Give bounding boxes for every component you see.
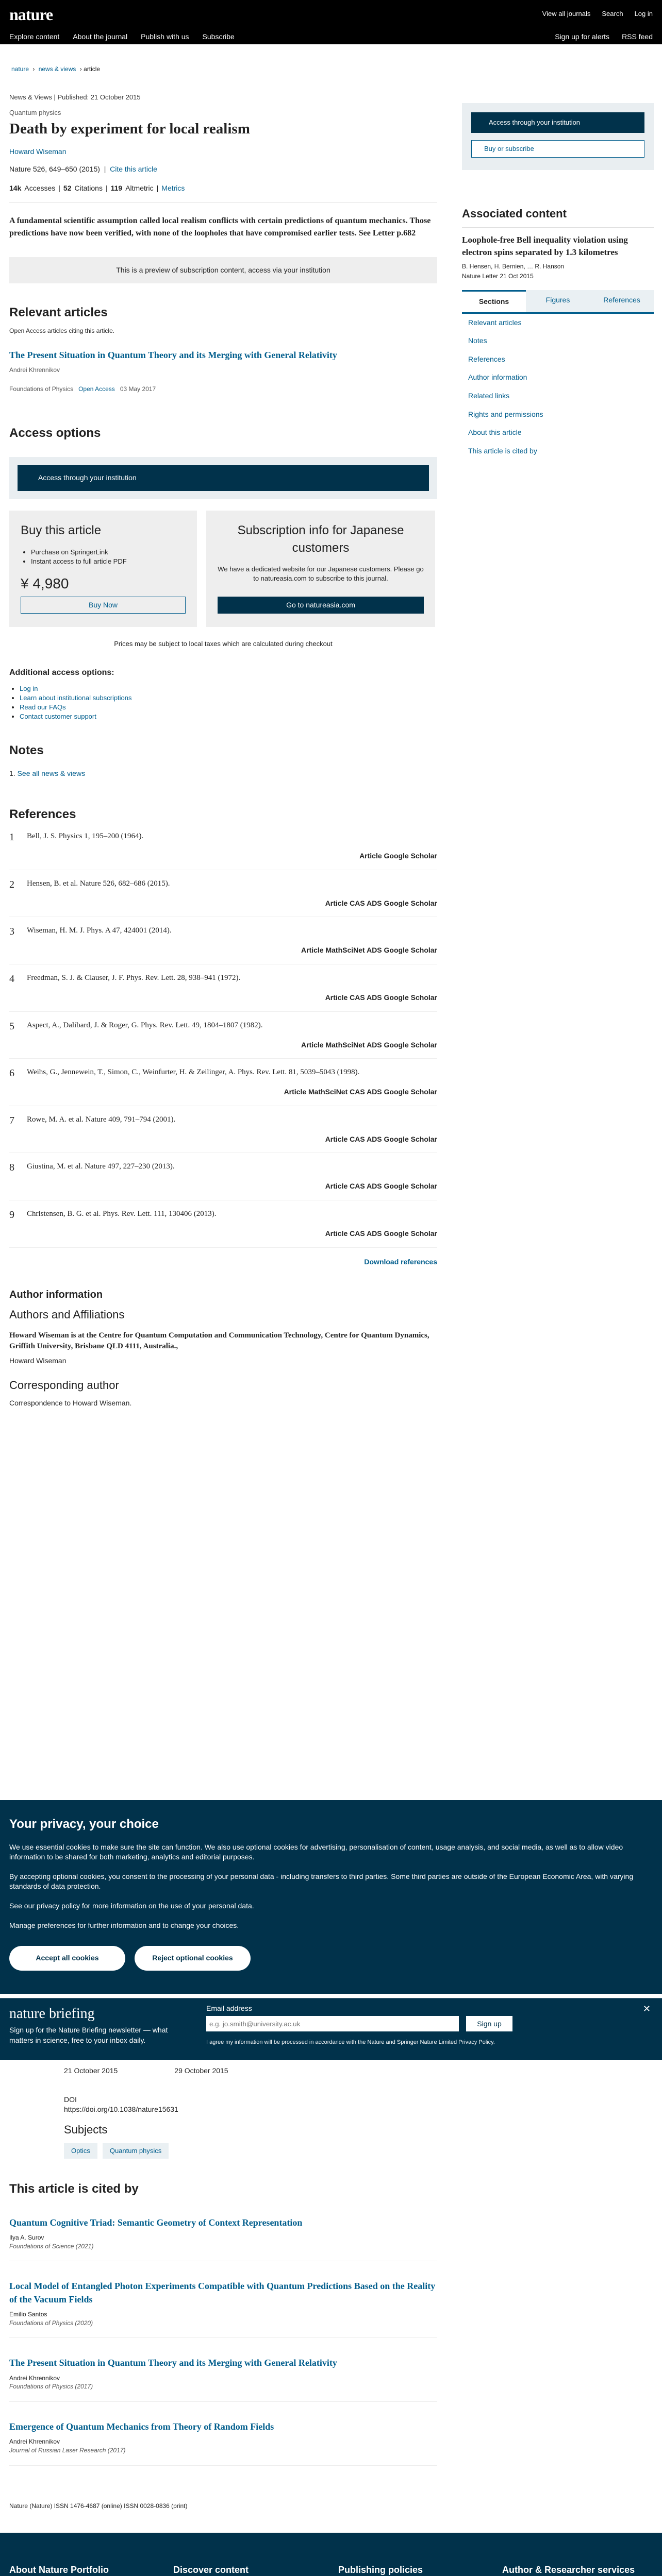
section-heading: This article is cited by (9, 2182, 139, 2196)
login-button[interactable]: Log in (634, 10, 653, 18)
reference-text: Christensen, B. G. et al. Phys. Rev. Lett. 111, 130406 (2013). (27, 1209, 217, 1218)
cited-title-link[interactable]: Emergence of Quantum Mechanics from Theory of Random Fields (9, 2421, 274, 2432)
publish-menu[interactable]: Publish with us (141, 32, 189, 41)
sidebar-institution-button[interactable]: Access through your institution (471, 112, 644, 133)
reference-links[interactable]: Article CAS ADS Google Scholar (325, 993, 437, 1002)
reference-links[interactable]: Article MathSciNet CAS ADS Google Scholar (284, 1088, 437, 1096)
cited-by (9, 2180, 437, 2466)
abstract: A fundamental scientific assumption called local realism conflicts with certain predictions of quantum mechanics. Those predictions have now been verified, with none of the loopholes that have compromised earlier tests. See Letter p.682 (9, 216, 431, 238)
tab-figures[interactable]: Figures (526, 290, 590, 312)
about-menu[interactable]: About the journal (73, 32, 128, 41)
metrics-link[interactable]: Metrics (161, 184, 185, 193)
reference-number: 8 (9, 1162, 14, 1174)
cookie-banner (0, 1800, 662, 1994)
list-item[interactable]: Learn about institutional subscriptions (20, 693, 132, 702)
section-heading: Notes (9, 743, 44, 758)
related-subtitle: Open Access articles citing this article. (9, 327, 115, 334)
reference-item (9, 1153, 437, 1200)
footer-heading: About Nature Portfolio (9, 2565, 109, 2575)
cited-title-link[interactable]: Local Model of Entangled Photon Experiments Compatible with Quantum Predictions Based on the Reality of the Vacuum Fields (9, 2281, 436, 2304)
related-article-link[interactable]: The Present Situation in Quantum Theory and its Merging with General Relativity (9, 349, 337, 360)
subjects-heading: Subjects (64, 2123, 108, 2136)
associated-article-link[interactable]: Loophole-free Bell inequality violation using electron spins separated by 1.3 kilometres (462, 234, 628, 257)
reference-text: Freedman, S. J. & Clauser, J. F. Phys. Rev. Lett. 28, 938–941 (1972). (27, 974, 241, 982)
toc-item[interactable]: References (468, 354, 505, 363)
toc-item[interactable]: This article is cited by (468, 446, 537, 455)
privacy-checkbox-label[interactable]: I agree my information will be processed in accordance with the Nature and Springer Nature Limited Privacy Policy. (206, 2039, 495, 2045)
tax-note: Prices may be subject to local taxes which are calculated during checkout (114, 640, 333, 648)
briefing-banner (0, 1998, 662, 2060)
cited-author: Andrei Khrennikov (9, 2374, 60, 2382)
footer-heading: Author & Researcher services (502, 2565, 635, 2575)
reference-item (9, 823, 437, 870)
article-type: News & Views (9, 93, 52, 101)
cited-item (9, 2280, 437, 2338)
briefing-logo: nature briefing (9, 2006, 95, 2022)
altmetric-label: Altmetric (125, 184, 154, 193)
sidebar (462, 103, 654, 460)
section-heading: Author information (9, 1289, 103, 1301)
reference-text: Wiseman, H. M. J. Phys. A 47, 424001 (2014). (27, 926, 172, 935)
reference-text: Aspect, A., Dalibard, J. & Roger, G. Phys. Rev. Lett. 49, 1804–1807 (1982). (27, 1021, 263, 1029)
buy-now-button[interactable]: Buy Now (21, 597, 186, 614)
related-journal: Foundations of Physics (9, 385, 74, 393)
toc-item[interactable]: Rights and permissions (468, 410, 543, 418)
reference-number: 9 (9, 1209, 14, 1221)
site-footer (0, 2533, 662, 2576)
explore-menu[interactable]: Explore content (9, 32, 60, 41)
tab-sections[interactable]: Sections (462, 290, 526, 312)
reference-number: 6 (9, 1067, 14, 1079)
site-header (0, 0, 662, 29)
reference-item (9, 1200, 437, 1248)
reference-links[interactable]: Article Google Scholar (359, 852, 437, 860)
list-item[interactable]: Log in (20, 684, 38, 692)
download-references-link[interactable]: Download references (364, 1257, 437, 1266)
subject-label: Quantum physics (9, 109, 61, 117)
signup-button[interactable]: Sign up (466, 2016, 512, 2031)
reference-number: 3 (9, 926, 14, 938)
cited-journal: Journal of Russian Laser Research (2017) (9, 2447, 126, 2454)
reference-item (9, 870, 437, 918)
natureasia-button[interactable]: Go to natureasia.com (218, 597, 424, 614)
author-link[interactable]: Howard Wiseman (9, 147, 67, 156)
toc-item[interactable]: Related links (468, 391, 510, 400)
reference-links[interactable]: Article CAS ADS Google Scholar (325, 1229, 437, 1238)
cited-item (9, 2357, 437, 2402)
list-item[interactable]: Read our FAQs (20, 703, 66, 711)
corresponding-heading: Corresponding author (9, 1378, 119, 1392)
section-heading: Access options (9, 426, 101, 440)
subscription-panel (206, 511, 435, 627)
toc-item[interactable]: About this article (468, 428, 522, 437)
footer-column (9, 2564, 154, 2576)
reference-number: 7 (9, 1114, 14, 1126)
cited-journal: Foundations of Physics (2020) (9, 2319, 93, 2327)
reference-text: Weihs, G., Jennewein, T., Simon, C., Weinfurter, H. & Zeilinger, A. Phys. Rev. Lett. 81, 5039–5043 (1998). (27, 1068, 360, 1077)
reference-text: Bell, J. S. Physics 1, 195–200 (1964). (27, 832, 144, 841)
subscribe-link[interactable]: Subscribe (202, 32, 235, 41)
toc-item[interactable]: Author information (468, 373, 527, 382)
about-article (64, 2066, 425, 2159)
cited-title-link[interactable]: Quantum Cognitive Triad: Semantic Geometry of Context Representation (9, 2217, 303, 2228)
correspondence-text[interactable]: Correspondence to Howard Wiseman. (9, 1399, 132, 1408)
open-access-badge: Open Access (78, 385, 115, 393)
sidebar-buy-button[interactable]: Buy or subscribe (471, 140, 644, 158)
tab-references[interactable]: References (590, 290, 654, 312)
notes-link[interactable]: See all news & views (17, 769, 86, 778)
list-item: • Instant access to full article PDF (31, 557, 186, 566)
issue-date: 29 October 2015 (174, 2066, 228, 2075)
reference-item (9, 917, 437, 964)
reference-number: 5 (9, 1020, 14, 1032)
cookie-title: Your privacy, your choice (9, 1817, 159, 1831)
subscription-text: We have a dedicated website for our Japanese customers. Please go to natureasia.com to subscribe to this journal. (218, 565, 424, 583)
received-date: 21 October 2015 (64, 2066, 118, 2075)
associated-heading: Associated content (462, 207, 567, 220)
doi-label: DOI (64, 2095, 77, 2104)
reference-item (9, 1012, 437, 1059)
search-button[interactable]: Search (602, 10, 623, 18)
article-main: News & Views | Published: 21 October 2015 Quantum physics Death by experiment for local realism Howard Wiseman Nature 526, 649–650 (2015) | Cite this article 14k Accesses | 52 Citations | 119 Altmetric | Metrics A fundamental scientific assumption called local realism conflicts with certain predictions of quantum mechanics. Those predictions have now been verified, with none of the loopholes that have compromised earlier tests. See Letter p.682 This is a preview of subscription content, access via your institution Relevant articles Open Access articles citing this article. The Present Situation in Quantum Theory and its Merging with General Relativity Andrei Khrennikov Foundations of Physics Open Access 03 May 2017 Access options Access through your institution Buy this article • Purchase on SpringerLink • Instant access to full article PDF ¥ 4,980 Buy Now Subscription info for Japanese customers We have a dedicated website for our Japanese customers. Please go to natureasia.com to subscribe to this journal. Go to natureasia.com Prices may be subject to local taxes which are calculated during checkout Additional access options: • Log in • Learn about institutional subscriptions • Read our FAQs • Contact customer support Notes 1. See all news & views References 1 Bell, J. S. Physics 1, 195–200 (1964). Article Google Scholar 2 Hensen, B. et al. Nature 526, 682–686 (2015). Article CAS ADS Google Scholar 3 Wiseman, H. M. J. Phys. A 47, 424001 (2014). Article MathSciNet ADS Google Scholar 4 Freedman, S. J. & Clauser, J. F. Phys. Rev. Lett. 28, 938–941 (1972). Article CAS ADS Google Scholar 5 Aspect, A., Dalibard, J. & Roger, G. Phys. Rev. Lett. 49, 1804–1807 (1982). Article MathSciNet ADS Google Scholar 6 Weihs, G., Jennewein, T., Simon, C., Weinfurter, H. & Zeilinger, A. Phys. Rev. Lett. 81, 5039–5043 (1998). Article MathSciNet CAS ADS Google Scholar 7 Rowe, M. A. et al. Nature 409, 791–794 (2001). Article CAS ADS Google Scholar 8 Giustina, M. et al. Nature 497, 227–230 (2013). Article CAS ADS Google Scholar 9 Christensen, B. G. et al. Phys. Rev. Lett. 111, 130406 (2013). Article CAS ADS Google Scholar Download references Author information Authors and Affiliations Howard Wiseman is at the Centre for Quantum Computation and Communication Technology, Centre for Quantum Dynamics, Griffith University, Brisbane QLD 4111, Australia., Howard Wiseman Corresponding author Correspondence to Howard Wiseman. (9, 93, 437, 1409)
footer-column (173, 2564, 318, 2576)
footer-column (338, 2564, 483, 2576)
related-author: Andrei Khrennikov (9, 366, 60, 374)
price: ¥ 4,980 (21, 575, 69, 592)
accesses-count: 14k (9, 184, 22, 193)
relevant-articles (9, 304, 437, 393)
breadcrumb: nature › news & views › article (11, 65, 101, 73)
breadcrumb-item[interactable]: nature (11, 65, 29, 73)
main-nav (0, 29, 662, 44)
sidebar-toc (462, 314, 654, 461)
preview-notice[interactable]: This is a preview of subscription content, access via your institution (9, 257, 437, 284)
footer-column (502, 2564, 647, 2576)
altmetric-count: 119 (110, 184, 123, 193)
citations-label: Citations (74, 184, 103, 193)
rss-link[interactable]: RSS feed (622, 32, 653, 41)
cite-link[interactable]: Cite this article (110, 164, 157, 173)
reference-links[interactable]: Article MathSciNet ADS Google Scholar (301, 946, 437, 955)
section-heading: References (9, 807, 76, 821)
accesses-label: Accesses (24, 184, 56, 193)
footer-heading: Publishing policies (338, 2565, 423, 2575)
cited-item (9, 2420, 437, 2466)
footer-heading: Discover content (173, 2565, 249, 2575)
published-date: Published: 21 October 2015 (57, 93, 141, 101)
cited-journal: Foundations of Science (2021) (9, 2242, 94, 2250)
reference-item (9, 964, 437, 1012)
institution-access-button[interactable]: Access through your institution (18, 465, 429, 491)
close-icon[interactable]: ✕ (642, 2004, 651, 2014)
related-date: 03 May 2017 (120, 385, 156, 393)
issn-line: Nature (Nature) ISSN 1476-4687 (online) ISSN 0028-0836 (print) (9, 2502, 188, 2510)
cited-author: Andrei Khrennikov (9, 2438, 60, 2446)
page-title: Death by experiment for local realism (9, 121, 250, 138)
reference-item (9, 1059, 437, 1106)
subject-tag[interactable]: Quantum physics (103, 2143, 169, 2159)
briefing-text: Sign up for the Nature Briefing newsletter — what matters in science, free to your inbox daily. (9, 2026, 168, 2044)
reference-list (9, 823, 437, 1247)
accept-cookies-button[interactable]: Accept all cookies (9, 1946, 125, 1971)
citations-count: 52 (63, 184, 72, 193)
buy-article-panel (9, 511, 197, 627)
reference-text: Rowe, M. A. et al. Nature 409, 791–794 (2001). (27, 1115, 176, 1124)
list-item: • Purchase on SpringerLink (31, 548, 186, 557)
email-input[interactable] (206, 2016, 459, 2031)
subscription-heading: Subscription info for Japanese customers (237, 523, 404, 555)
reference-text: Giustina, M. et al. Nature 497, 227–230 (2013). (27, 1162, 175, 1171)
doi-value: https://doi.org/10.1038/nature15631 (64, 2105, 178, 2114)
reference-links[interactable]: Article CAS ADS Google Scholar (325, 1182, 437, 1191)
alerts-link[interactable]: Sign up for alerts (555, 32, 610, 41)
citation: Nature 526, 649–650 (2015) (9, 164, 100, 173)
affiliations-heading: Authors and Affiliations (9, 1308, 125, 1321)
associated-meta: Nature Letter 21 Oct 2015 (462, 273, 534, 280)
author-name: Howard Wiseman (9, 1356, 67, 1365)
view-journals-link[interactable]: View all journals (542, 10, 591, 18)
affiliation-text: Howard Wiseman is at the Centre for Quantum Computation and Communication Technology, Centre for Quantum Dynamics, Griffith University, Brisbane QLD 4111, Australia., (9, 1331, 429, 1350)
access-box (9, 457, 437, 499)
cited-author: Ilya A. Surov (9, 2233, 44, 2241)
additional-access-list (20, 684, 437, 722)
section-heading: Relevant articles (9, 306, 108, 320)
manage-preferences-link[interactable]: Manage preferences for further information and to change your choices. (9, 1921, 239, 1929)
list-item[interactable]: Contact customer support (20, 713, 96, 721)
subject-tag[interactable]: Optics (64, 2143, 97, 2159)
metrics-bar: 14k Accesses | 52 Citations | 119 Altmetric | Metrics (9, 183, 437, 194)
buy-heading: Buy this article (21, 523, 102, 538)
reference-links[interactable]: Article MathSciNet ADS Google Scholar (301, 1040, 437, 1049)
cited-author: Emilio Santos (9, 2310, 47, 2318)
cited-item (9, 2216, 437, 2262)
cookie-text: By accepting optional cookies, you consent to the processing of your personal data - including transfers to third parties. Some third parties are outside of the European Economic Area, with varying standards of data protection. (9, 1872, 634, 1891)
cited-title-link[interactable]: The Present Situation in Quantum Theory and its Merging with General Relativity (9, 2358, 337, 2368)
reference-links[interactable]: Article CAS ADS Google Scholar (325, 899, 437, 907)
nature-logo[interactable]: nature (9, 5, 53, 24)
associated-authors: B. Hensen, H. Bernien, … R. Hanson (462, 263, 565, 270)
reference-item (9, 1106, 437, 1154)
toc-item[interactable]: Notes (468, 336, 487, 345)
additional-access-heading: Additional access options: (9, 668, 114, 677)
breadcrumb-item: article (84, 65, 101, 73)
reject-cookies-button[interactable]: Reject optional cookies (135, 1946, 251, 1971)
cookie-text[interactable]: See our privacy policy for more information on the use of your personal data. (9, 1901, 254, 1910)
breadcrumb-item[interactable]: news & views (38, 65, 76, 73)
reference-text: Hensen, B. et al. Nature 526, 682–686 (2015). (27, 879, 170, 888)
reference-links[interactable]: Article CAS ADS Google Scholar (325, 1134, 437, 1143)
email-label: Email address (206, 2004, 252, 2012)
cited-journal: Foundations of Physics (2017) (9, 2383, 93, 2391)
toc-item[interactable]: Relevant articles (468, 318, 522, 327)
reference-number: 4 (9, 973, 14, 985)
cookie-text: We use essential cookies to make sure the site can function. We also use optional cookies for advertising, personalisation of content, usage analysis, and social media, as well as to allow video information to be shared for both marketing, analytics and editorial purposes. (9, 1842, 623, 1861)
reference-number: 1 (9, 832, 14, 843)
reference-number: 2 (9, 878, 14, 890)
